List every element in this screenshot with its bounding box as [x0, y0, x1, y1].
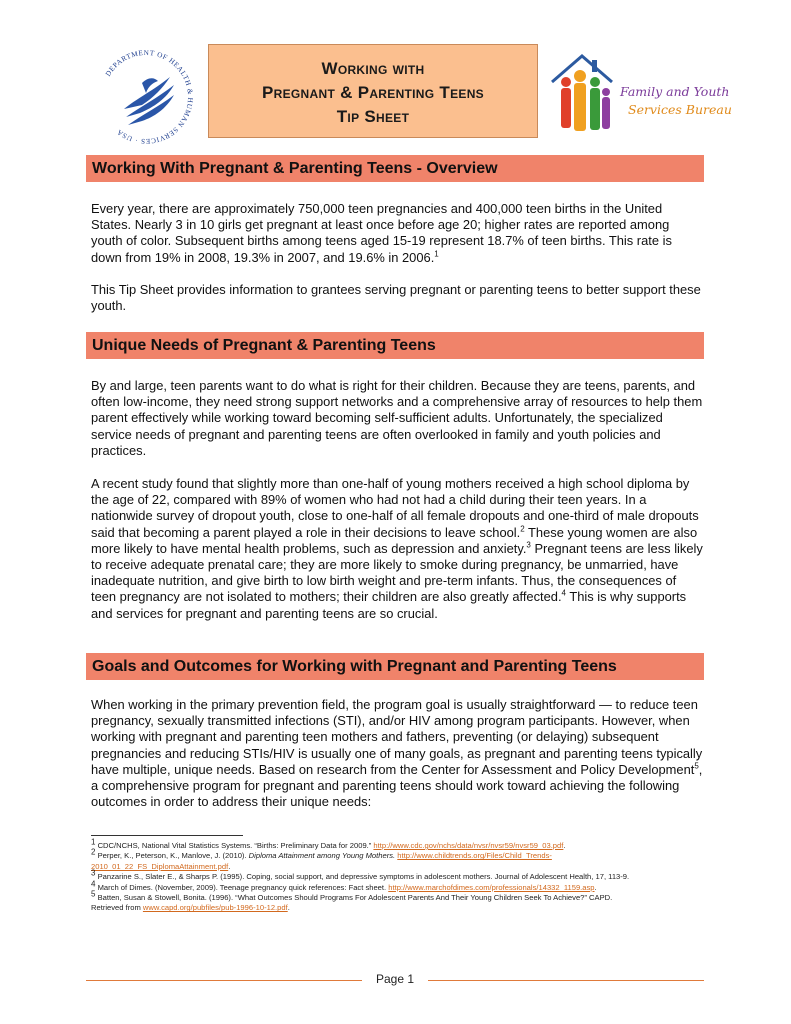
footer-rule-right — [428, 980, 704, 981]
title-line-2: Pregnant & Parenting Teens — [262, 83, 484, 102]
title-line-3: Tip Sheet — [336, 107, 410, 126]
page-number: Page 1 — [375, 972, 415, 986]
footer-rule-left — [86, 980, 362, 981]
footnotes — [91, 837, 711, 914]
hhs-seal-text: DEPARTMENT OF HEALTH & HUMAN SERVICES · USA — [104, 48, 195, 146]
footnote-link[interactable]: http://www.cdc.gov/nchs/data/nvsr/nvsr59/nvsr59_03.pdf — [373, 841, 564, 850]
footnote-5-continued: Retrieved from www.capd.org/pubfiles/pub-1996-10-12.pdf. — [91, 903, 290, 913]
unique-needs-paragraph-1: By and large, teen parents want to do what is right for their children. Because they are teens, parents, and often low-income, they need strong support networks and a comprehensive array of resources to help them parent effectively while working toward becoming self-sufficient adults. Unfortunately, the specialized service needs of pregnant and parenting teens are often overlooked in family and youth policies and practices. — [91, 378, 703, 458]
footnote-5: $^5$ Batten, Susan & Stowell, Bonita. (1996). “What Outcomes Should Programs For Adolescent Parents And Their Young Children Seek To Achieve?” CAPD. — [91, 889, 613, 903]
footnote-link[interactable]: http://www.childtrends.org/Files/Child_Trends- — [397, 851, 552, 861]
section-heading-overview: Working With Pregnant & Parenting Teens - Overview — [86, 155, 704, 182]
fysb-logo-line2: Services Bureau — [628, 102, 732, 117]
section-heading-unique-needs: Unique Needs of Pregnant & Parenting Teens — [86, 332, 704, 359]
title-line-1: Working with — [321, 59, 425, 78]
hhs-seal-logo — [96, 47, 196, 147]
footnote-1: $^1$ CDC/NCHS, National Vital Statistics Systems. “Births: Preliminary Data for 2009.” http://www.cdc.gov/nchs/data/nvsr/nvsr59/nvsr59_03.pdf. — [91, 837, 566, 850]
fysb-logo — [548, 52, 732, 138]
footnote-link[interactable]: www.capd.org/pubfiles/pub-1996-10-12.pdf — [142, 903, 288, 913]
footnote-2: $^2$ Perper, K., Peterson, K., Manlove, J. (2010). Diploma Attainment among Young Mothers. http://www.childtrends.org/Files/Child_Trends- — [91, 847, 552, 861]
footnote-link[interactable]: http://www.marchofdimes.com/professionals/14332_1159.asp — [388, 882, 595, 892]
footnote-2-continued: 2010_01_22_FS_DiplomaAttainment.pdf. — [91, 861, 231, 871]
goals-paragraph-1: When working in the primary prevention field, the program goal is usually straightforward — to reduce teen pregnancy, sexually transmitted infections (STI), and/or HIV among program participants. However, when working with pregnant and parenting teen mothers and fathers, preventing (or delaying) subsequent pregnancies and reducing STIs/HIV is usually one of many goals, as pregnant and parenting teens typically have multiple, unique needs. Based on research from the Center for Assessment and Policy Development$^5$, a comprehensive program for pregnant and parenting teens should work toward achieving the following outcomes in order to address their unique needs: — [91, 697, 703, 810]
title-box — [208, 44, 538, 138]
footnote-link[interactable]: 2010_01_22_FS_DiplomaAttainment.pdf — [91, 861, 229, 871]
section-heading-goals-outcomes: Goals and Outcomes for Working with Pregnant and Parenting Teens — [86, 653, 704, 680]
footnote-divider — [91, 835, 243, 836]
unique-needs-paragraph-2: A recent study found that slightly more than one-half of young mothers received a high school diploma by the age of 22, compared with 89% of women who had not had a child during their teen years. In a nationwide survey of dropout youth, close to one-half of all female dropouts and one-third of male dropouts said that becoming a parent played a role in their decisions to leave school.$^2$ These young women are also more likely to have mental health problems, such as depression and anxiety.$^3$ Pregnant teens are less likely to receive adequate prenatal care; they are more likely to smoke during pregnancy, be unmarried, have inadequate nutrition, and give birth to low birth weight and pre-term infants. Thus, the consequences of teen pregnancy are not isolated to mothers; their children are also greatly affected.$^4$ This is why supports and services for pregnant and parenting teens are so crucial. — [91, 476, 703, 621]
overview-paragraph-2: This Tip Sheet provides information to grantees serving pregnant or parenting teens to better support these youth. — [91, 282, 701, 314]
fysb-logo-line1: Family and Youth — [620, 84, 730, 99]
footnote-3: $^3$ Panzarine S., Slater E., & Sharps P. (1995). Coping, social support, and depressive symptoms in adolescent mothers. Journal of Adolescent Health, 17, 113-9. — [91, 868, 630, 882]
footnote-4: $^4$ March of Dimes. (November, 2009). Teenage pregnancy quick references: Fact sheet. http://www.marchofdimes.com/professionals/14332_1159.asp. — [91, 879, 597, 892]
overview-paragraph-1: Every year, there are approximately 750,000 teen pregnancies and 400,000 teen births in the United States. Nearly 3 in 10 girls get pregnant at least once before age 20; higher rates are reported among youth of color. Subsequent births among teens aged 15-19 represent 18.7% of teen births. This rate is down from 19% in 2008, 19.3% in 2007, and 19.6% in 2006.$^1$ — [91, 201, 672, 265]
